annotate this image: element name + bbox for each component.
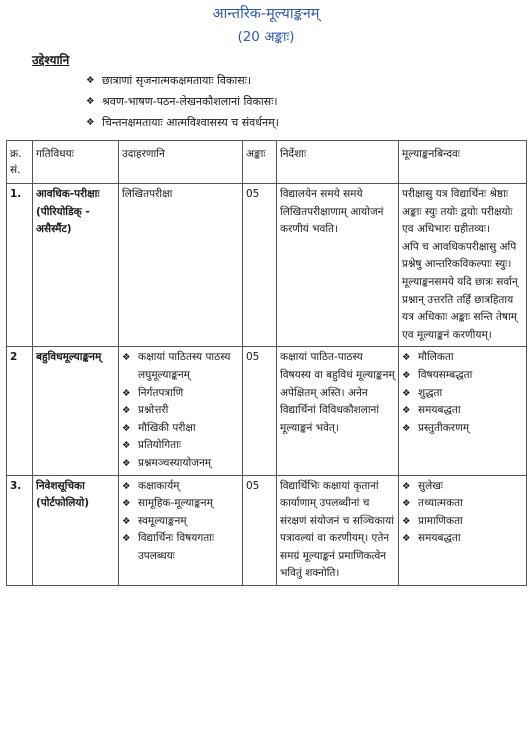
list-item-text: विद्यार्थिनः विषयगताः उपलब्धयः bbox=[138, 532, 215, 562]
objective-item bbox=[86, 91, 279, 112]
table-row bbox=[7, 475, 527, 586]
row-assessment-points-list bbox=[402, 478, 523, 548]
row-activity: आवधिक-परीक्षाः (पीरियोडिक् - असैस्मैंट) bbox=[33, 184, 119, 347]
list-item-text: निर्गतपत्राणि bbox=[138, 386, 184, 399]
diamond-bullet-icon: ❖ bbox=[402, 387, 411, 399]
list-item-text: कक्षाकार्यम् bbox=[138, 479, 180, 492]
list-item bbox=[122, 186, 239, 204]
diamond-bullet-icon: ❖ bbox=[122, 352, 131, 364]
list-item-text: समयबद्धता bbox=[418, 532, 461, 545]
list-item bbox=[402, 367, 523, 385]
list-item-text: समयबद्धता bbox=[418, 404, 461, 417]
diamond-bullet-icon: ❖ bbox=[122, 515, 131, 527]
header-examples: उदाहरणानि bbox=[119, 141, 243, 184]
row-assessment-points bbox=[399, 347, 527, 475]
list-item bbox=[122, 349, 239, 384]
diamond-bullet-icon: ❖ bbox=[86, 117, 95, 128]
header-assessment-points: मूल्याङ्कनबिन्दवः bbox=[399, 141, 527, 184]
list-item bbox=[402, 385, 523, 403]
list-item-text: मूल्याङ्कनसमये यदि छात्रः सर्वान् प्रश्नान् उत्तरति तर्हि छात्रहिताय यत्र अधिकाः अङ्काः सन्ति तेषाम् एव मूल्याङ्कनं करणीयम्। bbox=[402, 275, 518, 341]
row-assessment-points-list bbox=[402, 186, 523, 344]
row-marks: 05 bbox=[243, 347, 277, 475]
list-item bbox=[122, 437, 239, 455]
list-item-text: मौलिकता bbox=[418, 351, 454, 364]
list-item bbox=[122, 455, 239, 473]
list-item bbox=[122, 530, 239, 565]
diamond-bullet-icon: ❖ bbox=[122, 422, 131, 434]
list-item bbox=[402, 530, 523, 548]
header-activity: गतिविधयः bbox=[33, 141, 119, 184]
diamond-bullet-icon: ❖ bbox=[122, 480, 131, 492]
table-row bbox=[7, 184, 527, 347]
list-item-text: शुद्धता bbox=[418, 386, 443, 399]
diamond-bullet-icon: ❖ bbox=[402, 369, 411, 381]
table-body bbox=[7, 184, 527, 586]
list-item-text: प्रश्नोत्तरी bbox=[138, 404, 169, 417]
row-serial: 2 bbox=[7, 347, 33, 475]
page-subtitle: (20 अङ्काः) bbox=[237, 29, 295, 45]
list-item bbox=[122, 402, 239, 420]
diamond-bullet-icon: ❖ bbox=[402, 498, 411, 510]
diamond-bullet-icon: ❖ bbox=[402, 480, 411, 492]
objective-item bbox=[86, 112, 279, 133]
list-item-text: विषयसम्बद्धता bbox=[418, 368, 473, 381]
list-item bbox=[122, 495, 239, 513]
diamond-bullet-icon: ❖ bbox=[122, 533, 131, 545]
list-item-text: लिखितपरीक्षा bbox=[122, 188, 173, 200]
objective-text: छात्राणां सृजनात्मकक्षमतायाः विकासः। bbox=[102, 74, 252, 87]
row-examples bbox=[119, 347, 243, 475]
diamond-bullet-icon: ❖ bbox=[122, 387, 131, 399]
list-item bbox=[402, 402, 523, 420]
row-serial: 3. bbox=[7, 475, 33, 586]
assessment-table bbox=[6, 140, 527, 586]
list-item bbox=[402, 186, 523, 239]
list-item-text: परीक्षासु यत्र विद्यार्थिनः श्रेष्ठाः अङ्काः स्युः तयोः द्वयोः परीक्षयोः एव अधिभारः ग्रहीतव्यः। bbox=[402, 188, 513, 236]
diamond-bullet-icon: ❖ bbox=[402, 422, 411, 434]
row-examples-list bbox=[122, 349, 239, 472]
table-row bbox=[7, 347, 527, 475]
diamond-bullet-icon: ❖ bbox=[86, 96, 95, 107]
list-item-text: प्रामाणिकता bbox=[418, 514, 463, 527]
diamond-bullet-icon: ❖ bbox=[402, 405, 411, 417]
list-item bbox=[122, 385, 239, 403]
list-item bbox=[402, 274, 523, 344]
row-examples bbox=[119, 184, 243, 347]
row-marks: 05 bbox=[243, 184, 277, 347]
objectives-heading: उद्देश्यानि bbox=[32, 53, 70, 67]
list-item bbox=[402, 495, 523, 513]
list-item bbox=[402, 420, 523, 438]
list-item-text: मौखिकी परीक्षा bbox=[138, 421, 196, 434]
diamond-bullet-icon: ❖ bbox=[122, 405, 131, 417]
list-item-text: कक्षायां पाठितस्य पाठस्य लघुमूल्याङ्कनम् bbox=[138, 351, 231, 381]
header-serial: क्र. सं. bbox=[7, 141, 33, 184]
row-examples-list bbox=[122, 186, 239, 204]
diamond-bullet-icon: ❖ bbox=[402, 515, 411, 527]
objectives-list bbox=[86, 70, 279, 133]
list-item-text: सुलेखः bbox=[418, 479, 443, 492]
list-item-text: स्वमूल्याङ्कनम् bbox=[138, 514, 187, 527]
list-item-text: प्रतियोगिताः bbox=[138, 439, 181, 452]
list-item bbox=[122, 513, 239, 531]
list-item-text: तथ्यात्मकता bbox=[418, 497, 463, 510]
row-activity: निवेशसूचिका (पोर्टफोलियो) bbox=[33, 475, 119, 586]
list-item-text: प्रस्तुतीकरणम् bbox=[418, 421, 469, 434]
diamond-bullet-icon: ❖ bbox=[86, 75, 95, 86]
objective-item bbox=[86, 70, 279, 91]
list-item bbox=[402, 478, 523, 496]
objective-text: श्रवण-भाषण-पठन-लेखनकौशलानां विकासः। bbox=[102, 95, 278, 108]
list-item-text: अपि च आवधिकपरीक्षासु अपि प्रश्नेषु आन्तरिकविकल्पाः स्युः। bbox=[402, 240, 517, 271]
list-item-text: सामूहिक-मूल्याङ्कनम् bbox=[138, 497, 213, 510]
list-item bbox=[402, 239, 523, 274]
row-activity: बहुविधमूल्याङ्कनम् bbox=[33, 347, 119, 475]
page-title: आन्तरिक-मूल्याङ्कनम् bbox=[212, 6, 320, 22]
diamond-bullet-icon: ❖ bbox=[402, 352, 411, 364]
row-instructions: कक्षायां पाठित-पाठस्य विषयस्य वा बहुविधं मूल्याङ्कनम् अपेक्षितम् अस्ति। अनेन विद्यार्थिनां विविधकौशलानां मूल्याङ्कनं भवेत्। bbox=[277, 347, 399, 475]
objective-text: चिन्तनक्षमतायाः आत्मविश्वासस्य च संवर्धनम्। bbox=[102, 116, 279, 129]
list-item bbox=[122, 478, 239, 496]
header-instructions: निर्देशाः bbox=[277, 141, 399, 184]
row-marks: 05 bbox=[243, 475, 277, 586]
row-examples bbox=[119, 475, 243, 586]
row-assessment-points bbox=[399, 475, 527, 586]
diamond-bullet-icon: ❖ bbox=[122, 498, 131, 510]
row-serial: 1. bbox=[7, 184, 33, 347]
list-item bbox=[402, 349, 523, 367]
row-assessment-points-list bbox=[402, 349, 523, 437]
header-marks: अङ्काः bbox=[243, 141, 277, 184]
list-item-text: प्रश्नमञ्चस्यायोजनम् bbox=[138, 456, 212, 469]
row-examples-list bbox=[122, 478, 239, 566]
table-header-row bbox=[7, 141, 527, 184]
diamond-bullet-icon: ❖ bbox=[122, 440, 131, 452]
diamond-bullet-icon: ❖ bbox=[402, 533, 411, 545]
list-item bbox=[402, 513, 523, 531]
diamond-bullet-icon: ❖ bbox=[122, 457, 131, 469]
row-instructions: विद्यालयेन समये समये लिखितपरीक्षाणाम् आयोजनं करणीयं भवति। bbox=[277, 184, 399, 347]
list-item bbox=[122, 420, 239, 438]
row-assessment-points bbox=[399, 184, 527, 347]
row-instructions: विद्यार्थिभिः कक्षायां कृतानां कार्याणाम् उपलब्धीनां च संरक्षणं संयोजनं च सञ्चिकायां पत्रावल्यां वा करणीयम्। एतेन समग्रं मूल्याङ्कनं प्रमाणिकत्वेन भवितुं शक्नोति। bbox=[277, 475, 399, 586]
